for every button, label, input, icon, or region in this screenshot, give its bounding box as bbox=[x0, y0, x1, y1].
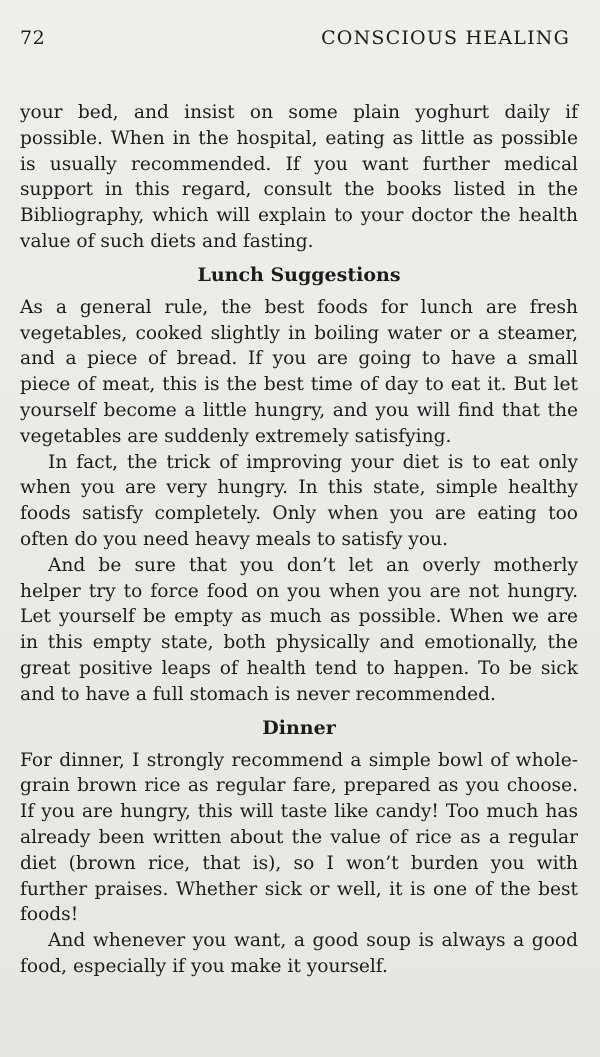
paragraph: As a general rule, the best foods for lunch are fresh vegetables, cooked slightly in boiling water or a steamer, and a piece of bread. If you are going to have a small piece of meat, this is the best time of day to eat it. But let yourself become a little hungry, and you will find that the vegetables are suddenly extremely satisfying. bbox=[20, 296, 578, 447]
paragraph: For dinner, I strongly recommend a simple bowl of whole-grain brown rice as regular fare, prepared as you choose. If you are hungry, this will taste like candy! Too much has already been written about the value of rice as a regular diet (brown rice, that is), so I won’t burden you with further praises. Whether sick or well, it is one of the best foods! bbox=[20, 749, 578, 926]
section-heading-lunch: Lunch Suggestions bbox=[197, 263, 401, 286]
paragraph: And be sure that you don’t let an overly motherly helper try to force food on you when you are not hungry. Let yourself be empty as much as possible. When we are in this empty state, both physically and emotionally, the great positive leaps of health tend to happen. To be sick and to have a full stomach is never recommended. bbox=[20, 554, 578, 705]
page-header bbox=[20, 27, 570, 55]
section-heading-dinner: Dinner bbox=[262, 716, 336, 739]
paragraph: In fact, the trick of improving your diet is to eat only when you are very hungry. In this state, simple healthy foods satisfy completely. Only when you are eating too often do you need heavy meals to satisfy you. bbox=[20, 451, 578, 550]
paragraph: your bed, and insist on some plain yoghurt daily if possible. When in the hospital, eating as little as possible is usually recommended. If you want further medical support in this regard, consult the books listed in the Bibliography, which will explain to your doctor the health value of such diets and fasting. bbox=[20, 102, 578, 252]
page-body bbox=[20, 100, 578, 980]
page-number: 72 bbox=[20, 27, 46, 49]
running-head: CONSCIOUS HEALING bbox=[321, 27, 570, 49]
paragraph: And whenever you want, a good soup is always a good food, especially if you make it yourself. bbox=[20, 930, 578, 977]
